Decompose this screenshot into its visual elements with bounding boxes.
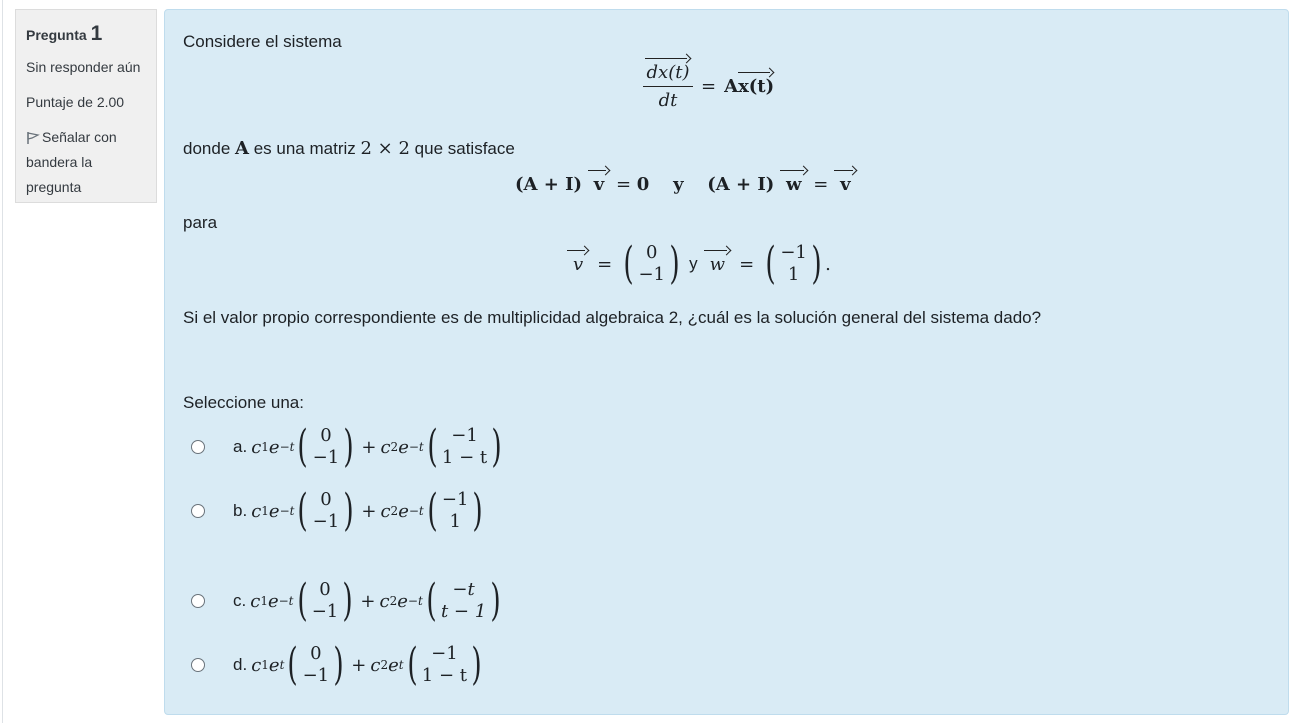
question-score: Puntaje de 2.00 — [26, 94, 125, 110]
page-left-rule — [2, 0, 3, 723]
question-number-value: 1 — [90, 22, 103, 45]
question-status: Sin responder aún — [26, 59, 141, 75]
where-line: donde A es una matriz 2 × 2 que satisface — [183, 138, 515, 159]
flag-label: Señalar con bandera la pregunta — [26, 129, 117, 195]
option-b-radio[interactable] — [191, 504, 205, 518]
flag-question-link[interactable] — [26, 125, 146, 200]
option-d-radio[interactable] — [191, 658, 205, 672]
para-text: para — [183, 213, 218, 232]
question-info-panel — [15, 9, 157, 203]
flag-icon — [26, 128, 40, 142]
system-equation: dx(t) dt = A x(t) — [643, 62, 774, 111]
question-label: Pregunta — [26, 27, 87, 43]
option-d[interactable]: d. c 1 e t ( 0 −1 ) + c 2 e t ( −1 1 − t ) — [191, 640, 485, 690]
vectors-definition: v = ( 0 −1 ) y w = ( −1 1 ) . — [567, 242, 831, 286]
question-number — [26, 22, 146, 46]
select-one-label: Seleccione una: — [183, 393, 304, 412]
option-c-radio[interactable] — [191, 594, 205, 608]
option-c[interactable]: c. c 1 e −t ( 0 −1 ) + c 2 e −t ( −t t − 1 ) — [191, 576, 504, 626]
conditions-equation: (A + I) v = 0 y (A + I) w = v — [515, 174, 857, 195]
option-b[interactable]: b. c 1 e −t ( 0 −1 ) + c 2 e −t ( −1 1 ) — [191, 486, 487, 536]
question-prompt: Si el valor propio correspondiente es de multiplicidad algebraica 2, ¿cuál es la solución general del sistema dado? — [183, 308, 1042, 327]
intro-text: Considere el sistema — [183, 32, 342, 51]
option-a-radio[interactable] — [191, 440, 205, 454]
question-content — [164, 9, 1289, 715]
option-a[interactable]: a. c 1 e −t ( 0 −1 ) + c 2 e −t ( −1 1 − t ) — [191, 422, 505, 472]
